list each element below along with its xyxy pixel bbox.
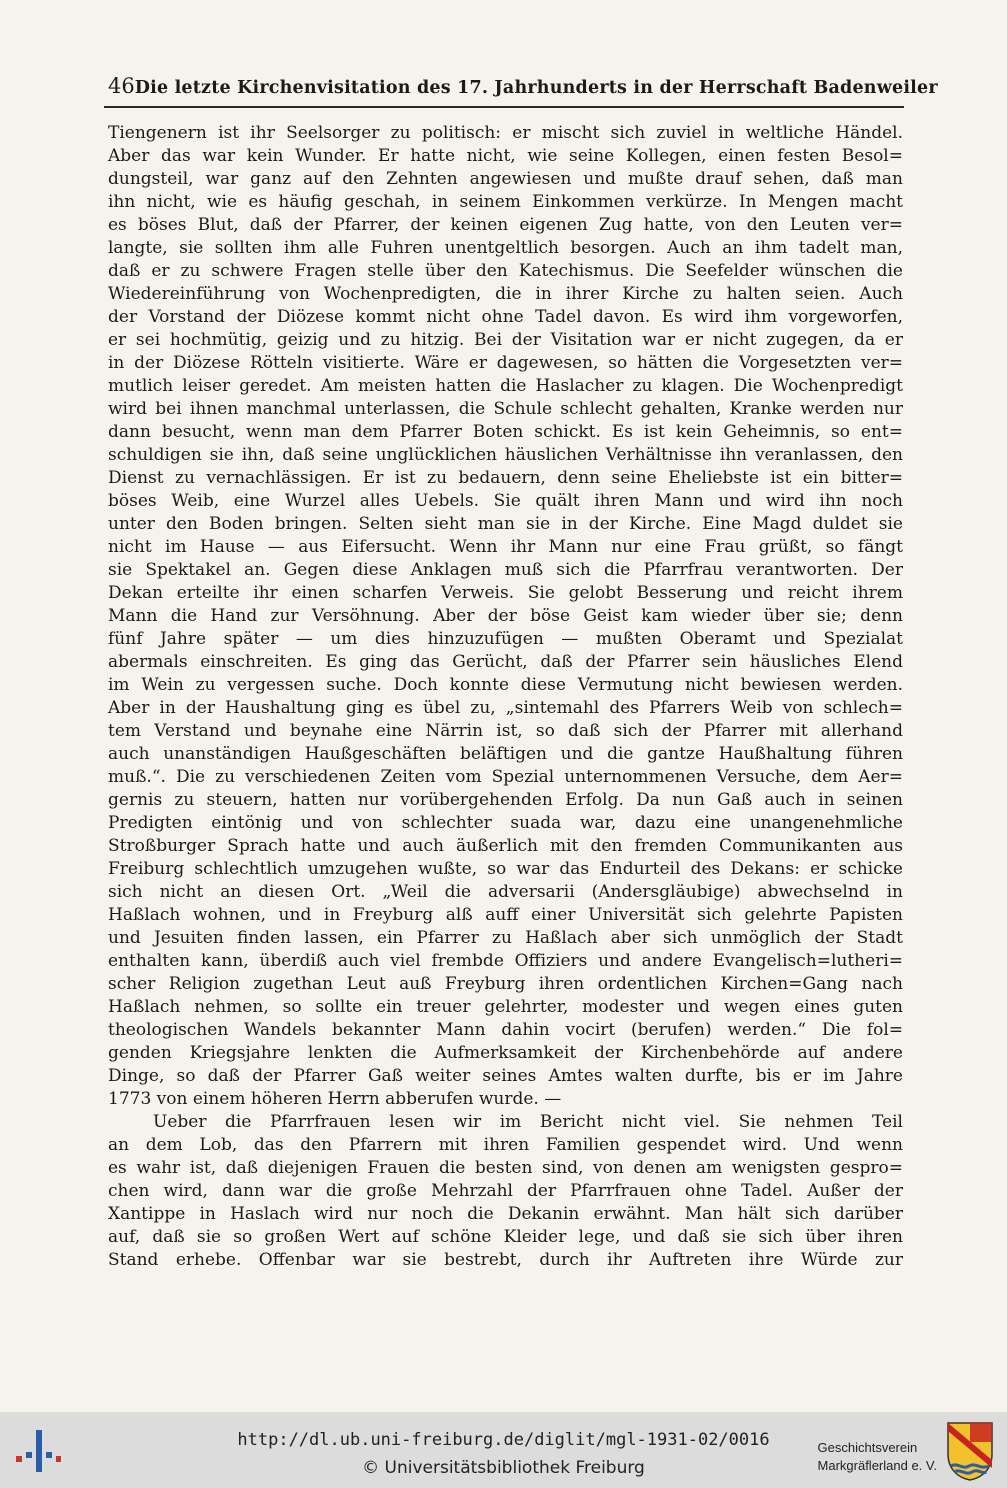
text-line: Dienst zu vernachlässigen. Er ist zu bedauern, denn seine Eheliebste ist ein bitter=	[108, 468, 903, 488]
text-line: Freiburg schlechtlich umzugehen wußte, so war das Endurteil des Dekans: er schicke	[108, 859, 903, 879]
page-number: 46	[108, 74, 135, 98]
text-line: Haßlach nehmen, so sollte ein treuer gelehrter, modester und wegen eines guten	[108, 997, 903, 1017]
text-line: böses Weib, eine Wurzel alles Uebels. Sie quält ihren Mann und wird ihn noch	[108, 491, 903, 511]
text-line: daß er zu schwere Fragen stelle über den Katechismus. Die Seefelder wünschen die	[108, 261, 903, 281]
text-line: langte, sie sollten ihm alle Fuhren unentgeltlich besorgen. Auch an ihm tadelt man,	[108, 238, 903, 258]
text-line: ihn nicht, wie es häufig geschah, in seinem Einkommen verkürze. In Mengen macht	[108, 192, 903, 212]
text-line: es wahr ist, daß diejenigen Frauen die besten sind, von denen am wenigsten gespro=	[108, 1158, 903, 1178]
text-line: der Vorstand der Diözese kommt nicht ohne Tadel davon. Es wird ihm vorgeworfen,	[108, 307, 903, 327]
text-line: Predigten eintönig und von schlechter suada war, dazu eine unangenehmliche	[108, 813, 903, 833]
copyright-notice: © Universitätsbibliothek Freiburg	[362, 1458, 645, 1478]
text-line: auf, daß sie so großen Wert auf schöne Kleider lege, und daß sie sich über ihren	[108, 1227, 903, 1247]
society-name-line1: Geschichtsverein	[817, 1440, 918, 1455]
society-crest-icon[interactable]	[945, 1420, 995, 1482]
text-line: muß.“. Die zu verschiedenen Zeiten vom Spezial unternommenen Versuche, dem Aer=	[108, 767, 903, 787]
text-line: im Wein zu vergessen suche. Doch konnte diese Vermutung nicht bewiesen werden.	[108, 675, 903, 695]
text-line: wird bei ihnen manchmal unterlassen, die Schule schlecht gehalten, Kranke werden nur	[108, 399, 903, 419]
text-line: Mann die Hand zur Versöhnung. Aber der böse Geist kam wieder über sie; denn	[108, 606, 903, 626]
document-url-link[interactable]: http://dl.ub.uni-freiburg.de/diglit/mgl-1931-02/0016	[237, 1430, 770, 1450]
text-line: tem Verstand und beynahe eine Närrin ist, so daß sich der Pfarrer mit allerhand	[108, 721, 903, 741]
text-line: Wiedereinführung von Wochenpredigten, die in ihrer Kirche zu halten seien. Auch	[108, 284, 903, 304]
text-line: dann besucht, wenn man dem Pfarrer Boten schickt. Es ist kein Geheimnis, so ent=	[108, 422, 903, 442]
running-title: Die letzte Kirchenvisitation des 17. Jahrhunderts in der Herrschaft Badenweiler	[134, 78, 938, 98]
text-line: an dem Lob, das den Pfarrern mit ihren Familien gespendet wird. Und wenn	[108, 1135, 903, 1155]
text-line: sich nicht an diesen Ort. „Weil die adversarii (Andersgläubige) abwechselnd in	[108, 882, 903, 902]
society-name-line2: Markgräflerland e. V.	[817, 1458, 937, 1473]
text-line: mutlich leiser geredet. Am meisten hatten die Haslacher zu klagen. Die Wochenpredigt	[108, 376, 903, 396]
text-line: Xantippe in Haslach wird nur noch die Dekanin erwähnt. Man hält sich darüber	[108, 1204, 903, 1224]
body-text	[108, 122, 903, 1272]
page-header	[108, 74, 938, 102]
text-line: sie Spektakel an. Gegen diese Anklagen muß sich die Pfarrfrau verantworten. Der	[108, 560, 903, 580]
viewer-footer	[0, 1412, 1007, 1488]
text-line: abermals einschreiten. Es ging das Gerücht, daß der Pfarrer sein häusliches Elend	[108, 652, 903, 672]
text-line: er sei hochmütig, geizig und zu hitzig. Bei der Visitation war er nicht zugegen, da er	[108, 330, 903, 350]
text-line: chen wird, dann war die große Mehrzahl der Pfarrfrauen ohne Tadel. Außer der	[108, 1181, 903, 1201]
text-line: schuldigen sie ihn, daß seine unglücklichen häuslichen Verhältnisse ihn veranlassen, den	[108, 445, 903, 465]
text-line: und Jesuiten finden lassen, ein Pfarrer zu Haßlach aber sich unmöglich der Stadt	[108, 928, 903, 948]
header-rule	[104, 106, 904, 108]
text-line: Haßlach wohnen, und in Freyburg alß auff einer Universität sich gelehrte Papisten	[108, 905, 903, 925]
text-line: Stroßburger Sprach hatte und auch äußerlich mit den fremden Communikanten aus	[108, 836, 903, 856]
text-line: Aber das war kein Wunder. Er hatte nicht, wie seine Kollegen, einen festen Besol=	[108, 146, 903, 166]
text-line: scher Religion zugethan Leut auß Freyburg ihren ordentlichen Kirchen=Gang nach	[108, 974, 903, 994]
text-line: Aber in der Haushaltung ging es übel zu, „sintemahl des Pfarrers Weib von schlech=	[108, 698, 903, 718]
text-line: auch unanständigen Haußgeschäften beläftigen und die gantze Haußhaltung führen	[108, 744, 903, 764]
text-line: es böses Blut, daß der Pfarrer, der keinen eigenen Zug hatte, von den Leuten ver=	[108, 215, 903, 235]
text-line: fünf Jahre später — um dies hinzuzufügen — mußten Oberamt und Spezialat	[108, 629, 903, 649]
text-line: nicht im Hause — aus Eifersucht. Wenn ihr Mann nur eine Frau grüßt, so fängt	[108, 537, 903, 557]
society-name	[818, 1439, 937, 1475]
text-line: genden Kriegsjahre lenkten die Aufmerksamkeit der Kirchenbehörde auf andere	[108, 1043, 903, 1063]
text-line: gernis zu steuern, hatten nur vorübergehenden Erfolg. Da nun Gaß auch in seinen	[108, 790, 903, 810]
text-line: Tiengenern ist ihr Seelsorger zu politisch: er mischt sich zuviel in weltliche Händel.	[108, 123, 903, 143]
text-line: unter den Boden bringen. Selten sieht man sie in der Kirche. Eine Magd duldet sie	[108, 514, 903, 534]
text-line: dungsteil, war ganz auf den Zehnten angewiesen und mußte drauf sehen, daß man	[108, 169, 903, 189]
text-line: Dinge, so daß der Pfarrer Gaß weiter seines Amtes walten durfte, bis er im Jahre	[108, 1066, 903, 1086]
text-line: Ueber die Pfarrfrauen lesen wir im Bericht nicht viel. Sie nehmen Teil	[153, 1112, 903, 1132]
text-line: Stand erhebe. Offenbar war sie bestrebt, durch ihr Auftreten ihre Würde zur	[108, 1250, 903, 1270]
text-line: Dekan erteilte ihr einen scharfen Verweis. Sie gelobt Besserung und reicht ihrem	[108, 583, 903, 603]
text-line: enthalten kann, überdiß auch viel frembde Offiziers und andere Evangelisch=lutheri=	[108, 951, 903, 971]
text-line: in der Diözese Rötteln visitierte. Wäre er dagewesen, so hätten die Vorgesetzten ver=	[108, 353, 903, 373]
text-line: 1773 von einem höheren Herrn abberufen wurde. —	[108, 1089, 562, 1109]
text-line: theologischen Wandels bekannter Mann dahin vocirt (berufen) werden.“ Die fol=	[108, 1020, 903, 1040]
